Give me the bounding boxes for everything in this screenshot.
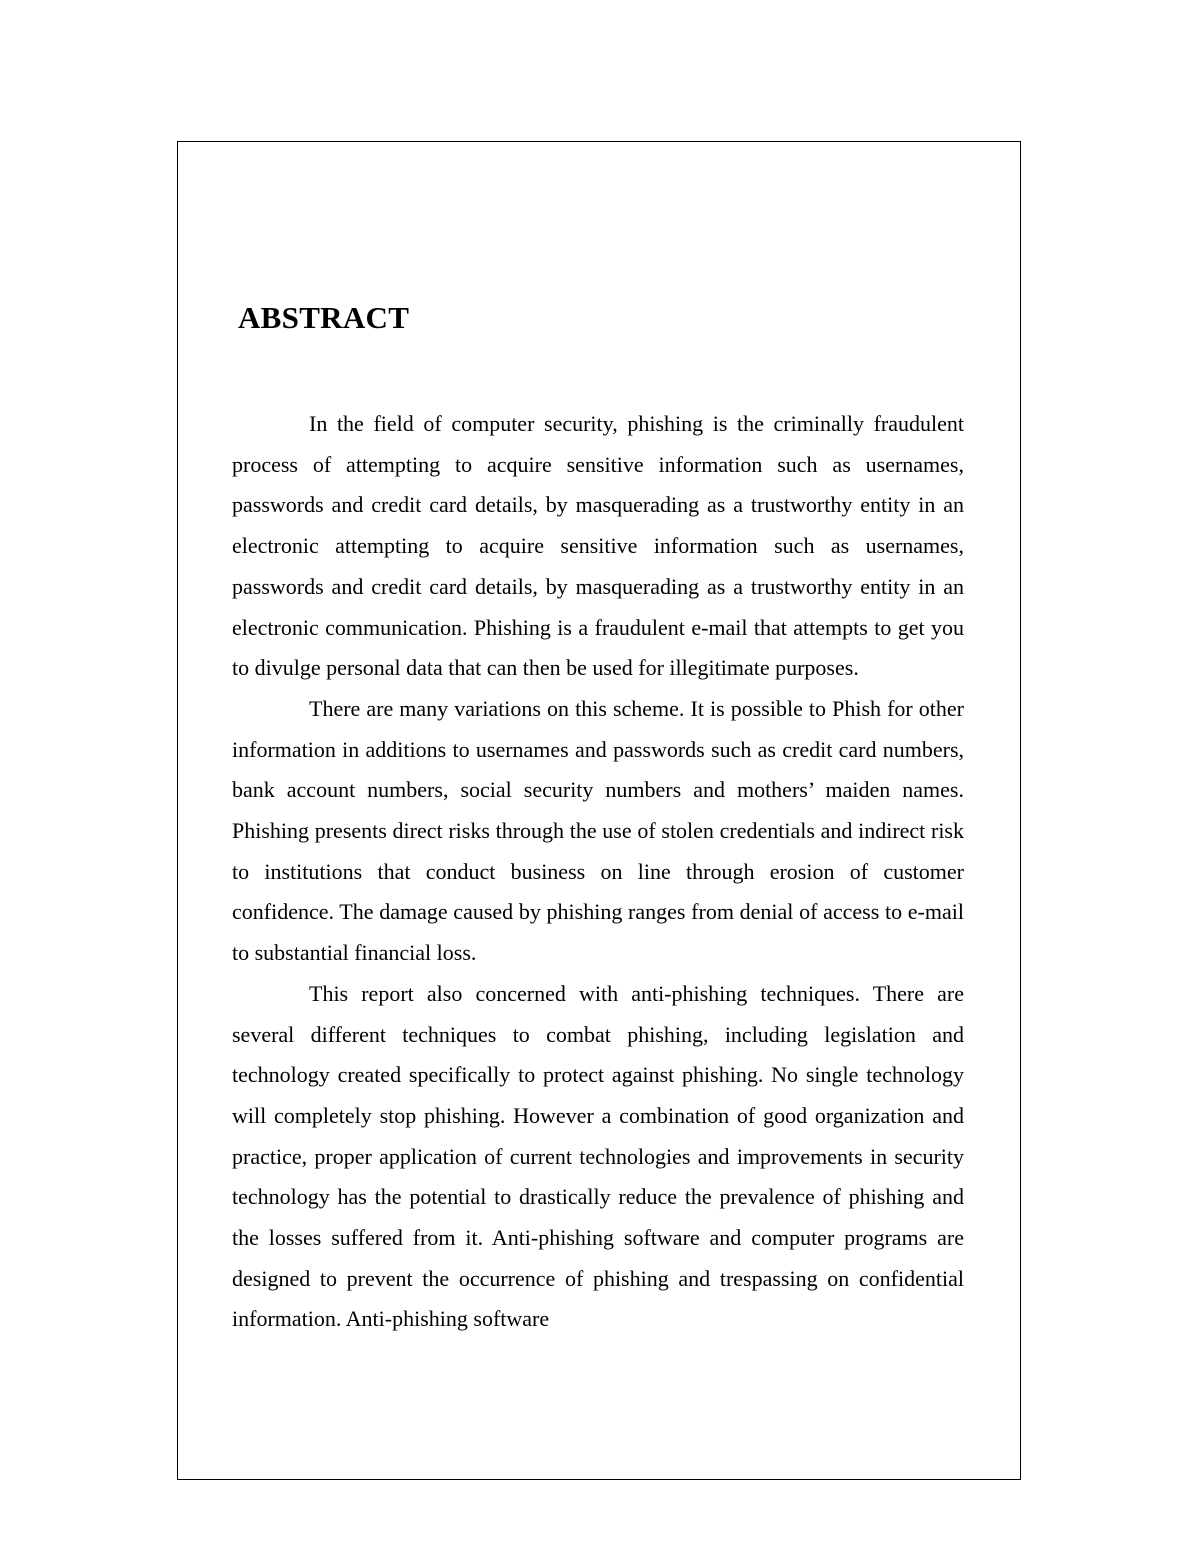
abstract-body xyxy=(232,404,964,1340)
paragraph: There are many variations on this scheme. It is possible to Phish for other information in additions to usernames and passwords such as credit card numbers, bank account numbers, social security numbers and mothers’ maiden names. Phishing presents direct risks through the use of stolen credentials and indirect risk to institutions that conduct business on line through erosion of customer confidence. The damage caused by phishing ranges from denial of access to e-mail to substantial financial loss. xyxy=(232,695,964,966)
paragraph: This report also concerned with anti-phishing techniques. There are several different techniques to combat phishing, including legislation and technology created specifically to protect against phishing. No single technology will completely stop phishing. However a combination of good organization and practice, proper application of current technologies and improvements in security technology has the potential to drastically reduce the prevalence of phishing and the losses suffered from it. Anti-phishing software and computer programs are designed to prevent the occurrence of phishing and trespassing on confidential information. Anti-phishing software xyxy=(232,980,964,1332)
paragraph: In the field of computer security, phishing is the criminally fraudulent process of attempting to acquire sensitive information such as usernames, passwords and credit card details, by masquerading as a trustworthy entity in an electronic attempting to acquire sensitive information such as usernames, passwords and credit card details, by masquerading as a trustworthy entity in an electronic communication. Phishing is a fraudulent e-mail that attempts to get you to divulge personal data that can then be used for illegitimate purposes. xyxy=(232,411,964,681)
page-title: ABSTRACT xyxy=(238,300,410,335)
